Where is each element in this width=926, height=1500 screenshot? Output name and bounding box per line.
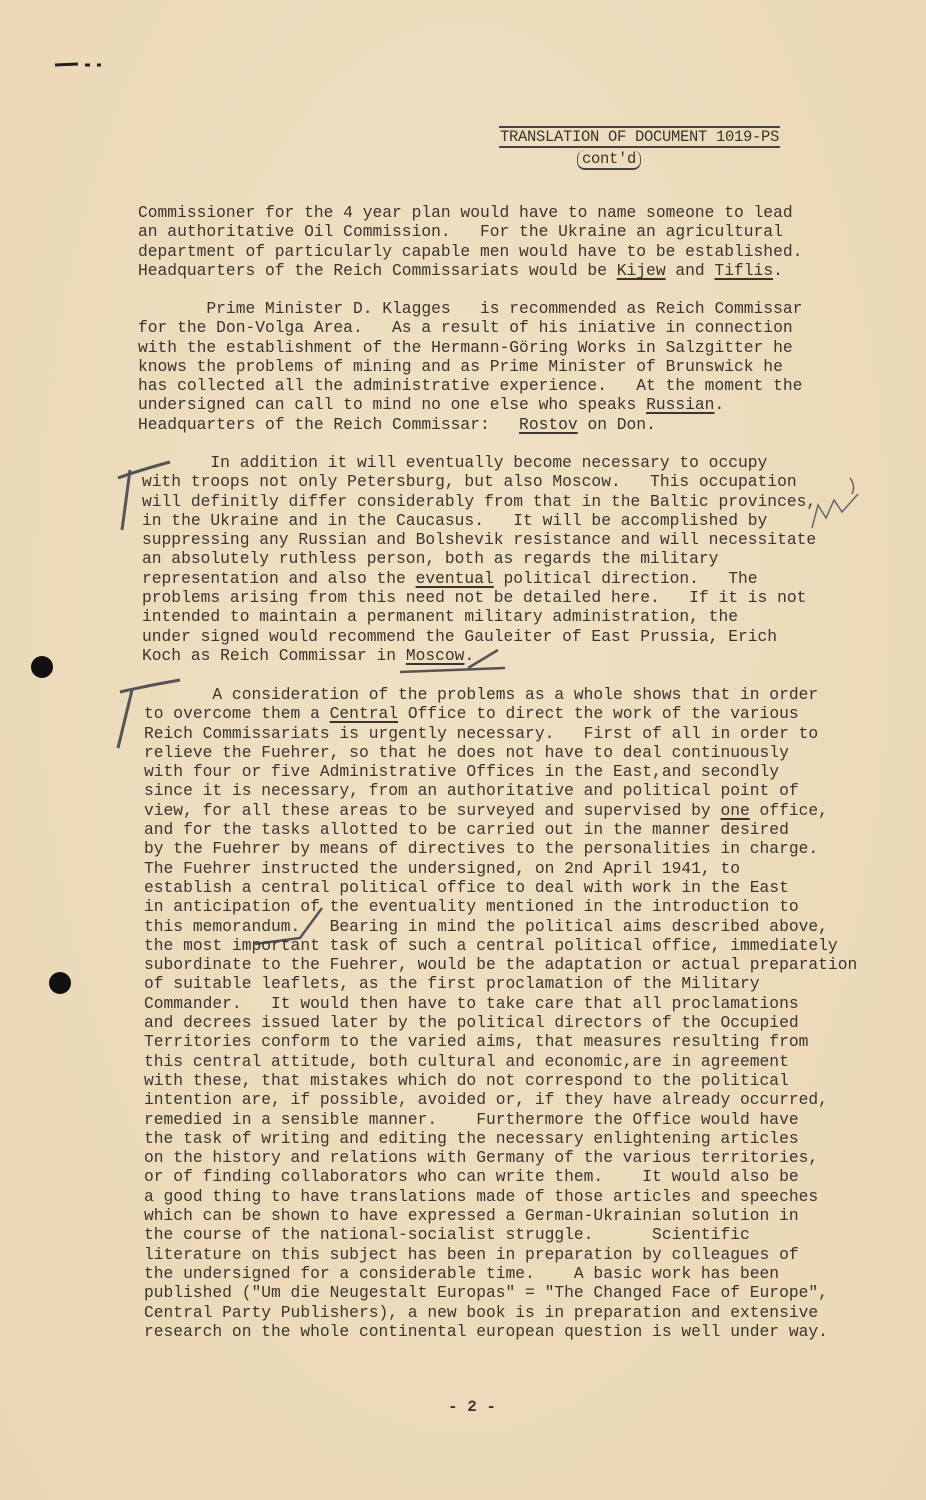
underlined-word: Moscow	[405, 645, 465, 665]
text-line: suppressing any Russian and Bolshevik resistance and will necessitate	[142, 530, 817, 550]
paragraph-2	[138, 299, 802, 434]
text-line: relieve the Fuehrer, so that he does not have to deal continuously	[144, 742, 789, 762]
text-line: problems arising from this need not be detailed here. If it is not	[142, 588, 807, 608]
text-line: an absolutely ruthless person, both as regards the military	[142, 549, 719, 569]
text-segment: Koch as Reich Commissar in	[142, 645, 406, 665]
text-line: intention are, if possible, avoided or, if they have already occurred,	[144, 1090, 828, 1110]
text-segment: to overcome them a	[144, 704, 330, 724]
text-line	[138, 261, 802, 280]
punch-hole	[49, 972, 71, 994]
text-line: of suitable leaflets, as the first proclamation of the Military	[144, 974, 760, 994]
paragraph-4	[144, 685, 857, 1341]
text-line: the task of writing and editing the necessary enlightening articles	[144, 1128, 799, 1148]
text-line: Prime Minister D. Klagges is recommended as Reich Commissar	[138, 299, 803, 318]
pen-dash-mark	[55, 64, 101, 65]
underlined-word: eventual	[415, 568, 494, 588]
text-line: in anticipation of the eventuality mentioned in the introduction to	[144, 897, 799, 917]
paragraph-3	[142, 453, 816, 665]
text-line: with troops not only Petersburg, but also Moscow. This occupation	[142, 472, 797, 492]
text-line	[144, 704, 857, 723]
text-segment: and	[665, 260, 715, 280]
text-segment: .	[714, 395, 725, 415]
text-line: literature on this subject has been in preparation by colleagues of	[144, 1244, 799, 1264]
margin-squiggle-mark	[812, 478, 858, 528]
text-segment: on Don.	[577, 414, 656, 434]
text-segment: Headquarters of the Reich Commissariats would be	[138, 260, 617, 280]
text-line: which can be shown to have expressed a German-Ukrainian solution in	[144, 1206, 799, 1226]
text-line: has collected all the administrative experience. At the moment the	[138, 376, 803, 396]
text-line: under signed would recommend the Gauleiter of East Prussia, Erich	[142, 626, 778, 646]
text-line: a good thing to have translations made of those articles and speeches	[144, 1186, 819, 1206]
text-segment: Office to direct the work of the various	[398, 704, 799, 724]
text-segment: view, for all these areas to be surveyed and supervised by	[144, 800, 721, 820]
text-line: and for the tasks allotted to be carried out in the manner desired	[144, 820, 789, 840]
text-line: the course of the national-socialist struggle. Scientific	[144, 1225, 750, 1245]
text-line	[144, 801, 857, 820]
text-segment: undersigned can call to mind no one else who speaks	[138, 395, 647, 415]
text-line: research on the whole continental european question is well under way.	[144, 1321, 828, 1341]
document-title: TRANSLATION OF DOCUMENT 1019-PS	[500, 128, 780, 146]
text-line: this memorandum. Bearing in mind the political aims described above,	[144, 916, 828, 936]
punch-hole	[31, 656, 53, 678]
page-number: - 2 -	[448, 1398, 497, 1416]
text-line: subordinate to the Fuehrer, would be the adaptation or actual preparation	[144, 955, 858, 975]
text-line: Commander. It would then have to take care that all proclamations	[144, 993, 799, 1013]
text-segment: .	[773, 260, 783, 280]
underlined-word: Rostov	[519, 414, 578, 434]
underlined-word: Tiflis	[714, 260, 774, 280]
text-segment: office,	[749, 800, 828, 820]
text-line: since it is necessary, from an authoritative and political point of	[144, 781, 799, 801]
text-line: by the Fuehrer by means of directives to the personalities in charge.	[144, 839, 819, 859]
text-line: In addition it will eventually become necessary to occupy	[142, 453, 768, 472]
text-segment: political direction. The	[493, 568, 758, 588]
text-line	[142, 569, 816, 588]
underlined-word: Russian	[646, 395, 715, 415]
text-line	[138, 395, 802, 414]
text-line: and decrees issued later by the political directors of the Occupied	[144, 1013, 799, 1033]
text-line: Reich Commissariats is urgently necessary. First of all in order to	[144, 723, 819, 743]
text-line: with these, that mistakes which do not correspond to the political	[144, 1070, 789, 1090]
document-subtitle: cont'd	[577, 150, 641, 170]
text-line: on the history and relations with Germany of the various territories,	[144, 1148, 819, 1168]
text-segment: .	[464, 645, 475, 665]
text-line: or of finding collaborators who can write them. It would also be	[144, 1167, 799, 1187]
text-line: the most important task of such a central political office, immediately	[144, 935, 838, 955]
text-line: an authoritative Oil Commission. For the Ukraine an agricultural	[138, 222, 783, 242]
text-line	[142, 646, 816, 665]
paragraph-1	[138, 203, 802, 280]
text-line: will definitly differ considerably from that in the Baltic provinces,	[142, 491, 817, 511]
underlined-word: one	[720, 800, 750, 820]
text-line: establish a central political office to deal with work in the East	[144, 877, 789, 897]
text-line: A consideration of the problems as a whole shows that in order	[144, 685, 819, 704]
text-line: for the Don-Volga Area. As a result of his iniative in connection	[138, 318, 793, 338]
text-line: the undersigned for a considerable time. A basic work has been	[144, 1263, 780, 1283]
text-line: Central Party Publishers), a new book is in preparation and extensive	[144, 1302, 819, 1322]
text-line: this central attitude, both cultural and economic,are in agreement	[144, 1051, 789, 1071]
document-header	[499, 126, 780, 170]
text-line: knows the problems of mining and as Prime Minister of Brunswick he	[138, 356, 783, 376]
underlined-word: Kijew	[616, 260, 666, 280]
text-line: Commissioner for the 4 year plan would have to name someone to lead	[138, 203, 793, 222]
text-line: in the Ukraine and in the Caucasus. It will be accomplished by	[142, 510, 768, 530]
text-segment: representation and also the	[142, 568, 416, 588]
text-line: remedied in a sensible manner. Furthermore the Office would have	[144, 1109, 799, 1129]
text-segment: Headquarters of the Reich Commissar:	[138, 414, 520, 434]
text-line: Territories conform to the varied aims, that measures resulting from	[144, 1032, 809, 1052]
text-line	[138, 415, 802, 434]
text-line: with four or five Administrative Offices in the East,and secondly	[144, 762, 780, 782]
text-line: intended to maintain a permanent military administration, the	[142, 607, 738, 627]
text-line: The Fuehrer instructed the undersigned, on 2nd April 1941, to	[144, 858, 740, 878]
text-line: with the establishment of the Hermann-Göring Works in Salzgitter he	[138, 337, 793, 357]
text-line: published ("Um die Neugestalt Europas" = "The Changed Face of Europe",	[144, 1283, 828, 1303]
underlined-word: Central	[329, 704, 399, 724]
text-line: department of particularly capable men would have to be established.	[138, 241, 803, 261]
